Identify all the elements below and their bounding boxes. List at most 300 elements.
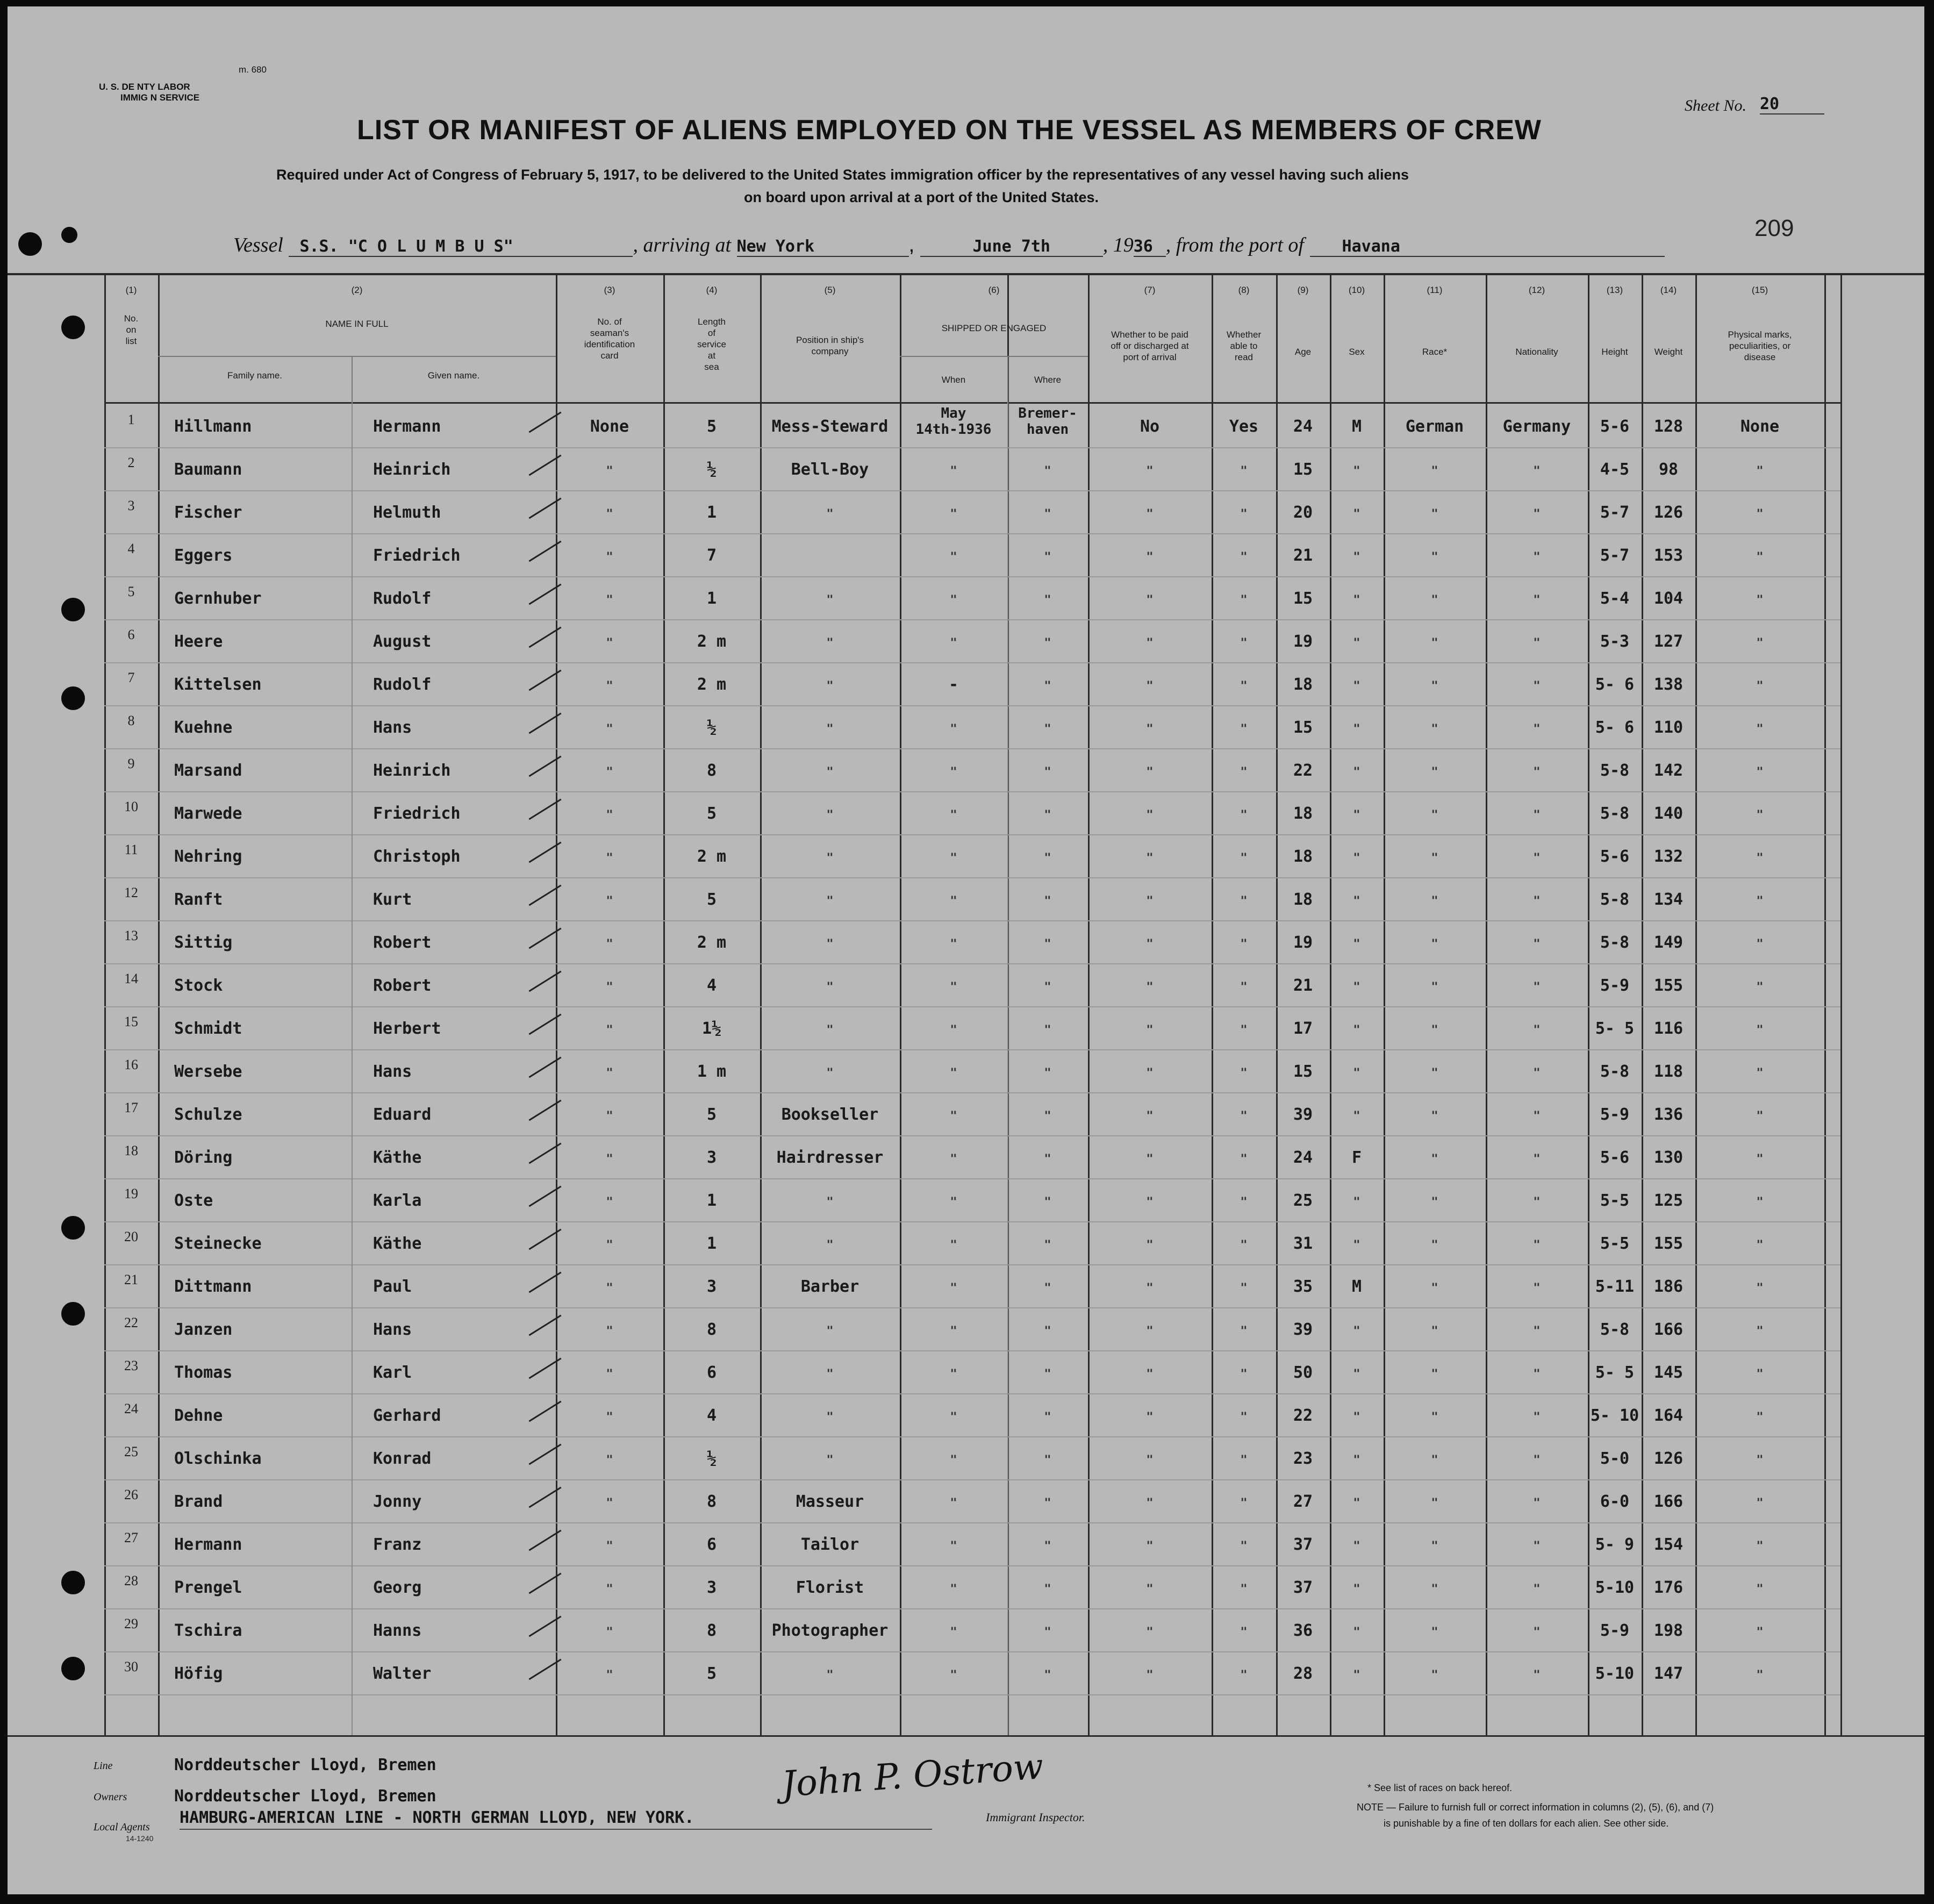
id-card-cell: " [606,894,613,908]
owners-value: Norddeutscher Lloyd, Bremen [174,1787,436,1806]
id-card-cell: " [606,1239,613,1252]
weight-cell: 176 [1653,1578,1684,1597]
race-cell: " [1431,1669,1438,1682]
height-cell: 6-0 [1600,1492,1630,1511]
column-rule [1088,275,1090,1735]
given-name-cell: Heinrich [373,460,451,479]
punch-hole [61,1571,85,1594]
marks-cell: " [1756,894,1764,908]
marks-cell: " [1756,1454,1764,1467]
weight-cell: 126 [1653,503,1684,522]
column-rule [1695,275,1697,1735]
nationality-cell: " [1533,464,1541,478]
column-subrule [352,402,353,1735]
marks-cell: " [1756,1153,1764,1166]
when-cell: " [950,765,957,779]
position-cell: " [826,765,834,779]
position-cell: " [826,1454,834,1467]
position-cell: " [826,722,834,736]
column-rule [104,275,106,1735]
marks-cell: " [1756,636,1764,650]
able-read-cell: " [1240,1454,1248,1467]
row-rule [104,1178,1840,1179]
header-weight: Weight [1654,347,1683,357]
sex-cell: " [1353,808,1360,822]
sex-cell: " [1353,937,1360,951]
owners-label: Owners [94,1791,127,1803]
race-cell: " [1431,593,1438,607]
weight-cell: 104 [1653,589,1684,608]
family-name-cell: Oste [174,1191,213,1210]
position-cell: Barber [800,1277,859,1296]
family-name-cell: Eggers [174,546,233,565]
column-rule [900,275,901,1735]
row-rule [104,1479,1840,1480]
row-number: 21 [124,1272,138,1287]
when-cell: " [950,1626,957,1639]
able-read-cell: " [1240,1540,1248,1553]
height-cell: 5-9 [1600,976,1630,995]
weight-cell: 126 [1653,1449,1684,1468]
row-rule [104,1264,1840,1265]
race-cell: " [1431,1583,1438,1596]
family-name-cell: Olschinka [174,1449,262,1468]
marks-cell: " [1756,507,1764,521]
length-cell: 3 [706,1148,717,1167]
sex-cell: F [1351,1148,1362,1167]
form-subtitle-1: Required under Act of Congress of February 5, 1917, to be delivered to the United States immigration officer by the representatives of any vessel having such aliens [276,167,1409,183]
position-cell: " [826,1325,834,1338]
header-race: Race* [1422,347,1448,357]
nationality-cell: " [1533,808,1541,822]
arriving-port: New York [737,237,909,257]
nationality-cell: " [1533,851,1541,865]
form-title: LIST OR MANIFEST OF ALIENS EMPLOYED ON THE VESSEL AS MEMBERS OF CREW [357,114,1542,146]
paid-off-cell: " [1146,464,1154,478]
able-read-cell: " [1240,1497,1248,1510]
where-cell: " [1044,1669,1051,1682]
row-number: 16 [124,1057,138,1072]
race-cell: " [1431,1066,1438,1080]
row-rule [104,662,1840,663]
arrival-year: 36 [1134,237,1166,257]
header-family-name: Family name. [227,370,283,381]
nationality-cell: " [1533,1023,1541,1037]
weight-cell: 138 [1653,675,1684,694]
sex-cell: " [1353,1454,1360,1467]
paid-off-cell: " [1146,1023,1154,1037]
id-card-cell: " [606,808,613,822]
weight-cell: 147 [1653,1664,1684,1683]
race-cell: " [1431,1626,1438,1639]
where-cell: " [1044,593,1051,607]
row-rule [104,1307,1840,1308]
given-name-cell: Eduard [373,1105,432,1124]
column-number: (13) [1606,285,1623,295]
subheader-divider [1007,356,1008,402]
age-cell: 28 [1293,1664,1313,1683]
age-cell: 18 [1293,890,1313,909]
id-card-cell: " [606,722,613,736]
given-name-cell: Hans [373,1062,412,1081]
weight-cell: 155 [1653,976,1684,995]
when-cell: " [950,507,957,521]
weight-cell: 166 [1653,1320,1684,1339]
sex-cell: M [1351,1277,1362,1296]
nationality-cell: " [1533,1669,1541,1682]
family-name-cell: Dehne [174,1406,223,1425]
header-sex: Sex [1349,347,1365,357]
sex-cell: " [1353,722,1360,736]
able-read-cell: " [1240,937,1248,951]
able-read-cell: " [1240,1110,1248,1123]
position-cell: " [826,808,834,822]
able-read-cell: " [1240,1239,1248,1252]
length-cell: 8 [706,1621,717,1640]
penalty-note-1: NOTE — Failure to furnish full or correct information in columns (2), (5), (6), and (7) [1357,1802,1714,1813]
when-cell: " [950,894,957,908]
position-cell: " [826,679,834,693]
race-cell: German [1405,417,1464,436]
marks-cell: " [1756,851,1764,865]
id-card-cell: " [606,1626,613,1639]
row-number: 27 [124,1530,138,1545]
column-rule [663,275,665,1735]
height-cell: 5-9 [1600,1621,1630,1640]
weight-cell: 136 [1653,1105,1684,1124]
column-number: (7) [1144,285,1156,295]
column-rule [1486,275,1487,1735]
sex-cell: " [1353,1368,1360,1381]
height-cell: 5-3 [1600,632,1630,651]
race-cell: " [1431,894,1438,908]
where-cell: Bremer- haven [1018,405,1077,438]
row-rule [104,1608,1840,1609]
marks-cell: " [1756,722,1764,736]
id-card-cell: " [606,1282,613,1295]
id-card-cell: " [606,507,613,521]
form-subtitle-2: on board upon arrival at a port of the United States. [744,189,1099,205]
race-cell: " [1431,808,1438,822]
paid-off-cell: " [1146,1153,1154,1166]
able-read-cell: " [1240,1325,1248,1338]
height-cell: 5-8 [1600,804,1630,823]
able-read-cell: " [1240,980,1248,994]
races-note: * See list of races on back hereof. [1367,1783,1513,1793]
column-rule [1824,275,1826,1735]
height-cell: 5-8 [1600,761,1630,780]
weight-cell: 149 [1653,933,1684,952]
column-number: (9) [1297,285,1309,295]
row-rule [104,1651,1840,1652]
where-cell: " [1044,1411,1051,1424]
given-name-cell: Jonny [373,1492,422,1511]
family-name-cell: Fischer [174,503,242,522]
weight-cell: 132 [1653,847,1684,866]
when-cell: " [950,593,957,607]
page-number: 209 [1754,215,1794,241]
position-cell: " [826,937,834,951]
header-able-read: Whether able to read [1226,330,1262,362]
given-name-cell: Paul [373,1277,412,1296]
sex-cell: " [1353,1110,1360,1123]
year-prefix: , 19 [1102,234,1134,256]
id-card-cell: " [606,1066,613,1080]
paid-off-cell: " [1146,507,1154,521]
row-number: 12 [124,885,138,900]
weight-cell: 186 [1653,1277,1684,1296]
nationality-cell: " [1533,593,1541,607]
when-cell: " [950,937,957,951]
where-cell: " [1044,808,1051,822]
header-physical: Physical marks, peculiarities, or disease [1728,330,1792,362]
when-cell: " [950,1196,957,1209]
given-name-cell: Hanns [373,1621,422,1640]
able-read-cell: " [1240,722,1248,736]
given-name-cell: Franz [373,1535,422,1554]
header-age: Age [1294,347,1312,357]
paid-off-cell: " [1146,1066,1154,1080]
where-cell: " [1044,765,1051,779]
position-cell: Hairdresser [776,1148,884,1167]
age-cell: 37 [1293,1535,1313,1554]
family-name-cell: Heere [174,632,223,651]
where-cell: " [1044,722,1051,736]
given-name-cell: Georg [373,1578,422,1597]
paid-off-cell: " [1146,679,1154,693]
id-card-cell: " [606,1540,613,1553]
nationality-cell: " [1533,1325,1541,1338]
sex-cell: " [1353,765,1360,779]
where-cell: " [1044,636,1051,650]
position-cell: Masseur [796,1492,864,1511]
row-number: 4 [127,541,135,556]
inspector-label: Immigrant Inspector. [986,1810,1085,1824]
height-cell: 5- 6 [1595,675,1635,694]
where-cell: " [1044,507,1051,521]
weight-cell: 164 [1653,1406,1684,1425]
age-cell: 15 [1293,1062,1313,1081]
nationality-cell: " [1533,722,1541,736]
able-read-cell: " [1240,507,1248,521]
paid-off-cell: " [1146,1454,1154,1467]
nationality-cell: " [1533,1540,1541,1553]
where-cell: " [1044,851,1051,865]
able-read-cell: " [1240,851,1248,865]
row-number: 3 [127,498,135,513]
nationality-cell: " [1533,550,1541,564]
where-cell: " [1044,1153,1051,1166]
age-cell: 20 [1293,503,1313,522]
when-cell: " [950,1239,957,1252]
column-number: (10) [1348,285,1365,295]
marks-cell: " [1756,1669,1764,1682]
age-cell: 15 [1293,718,1313,737]
race-cell: " [1431,507,1438,521]
age-cell: 19 [1293,632,1313,651]
sex-cell: " [1353,507,1360,521]
family-name-cell: Marwede [174,804,242,823]
sex-cell: " [1353,851,1360,865]
age-cell: 18 [1293,804,1313,823]
id-card-cell: " [606,1669,613,1682]
family-name-cell: Brand [174,1492,223,1511]
nationality-cell: " [1533,1066,1541,1080]
punch-hole [61,227,77,243]
able-read-cell: " [1240,636,1248,650]
subheader-rule [900,356,1088,357]
position-cell: " [826,1669,834,1682]
column-number: (14) [1660,285,1677,295]
height-cell: 4-5 [1600,460,1630,479]
race-cell: " [1431,980,1438,994]
row-number: 8 [127,713,135,728]
column-rule [1384,275,1385,1735]
race-cell: " [1431,1196,1438,1209]
position-cell: Florist [796,1578,864,1597]
column-number: (15) [1751,285,1768,295]
given-name-cell: Karla [373,1191,422,1210]
given-name-cell: Käthe [373,1148,422,1167]
race-cell: " [1431,550,1438,564]
family-name-cell: Marsand [174,761,242,780]
length-cell: 5 [706,1105,717,1124]
sex-cell: " [1353,1066,1360,1080]
header-given-name: Given name. [427,370,480,381]
paid-off-cell: " [1146,722,1154,736]
id-card-cell: " [606,1583,613,1596]
row-rule [104,1135,1840,1136]
paid-off-cell: " [1146,636,1154,650]
length-cell: 1 [706,589,717,608]
id-card-cell: " [606,1454,613,1467]
sex-cell: " [1353,636,1360,650]
marks-cell: " [1756,1282,1764,1295]
height-cell: 5-7 [1600,546,1630,565]
race-cell: " [1431,1454,1438,1467]
line-label: Line [94,1760,113,1772]
nationality-cell: " [1533,937,1541,951]
sex-cell: M [1351,417,1362,436]
id-card-cell: " [606,464,613,478]
weight-cell: 153 [1653,546,1684,565]
row-number: 1 [127,412,135,427]
row-rule [104,1092,1840,1093]
age-cell: 27 [1293,1492,1313,1511]
length-cell: 4 [706,976,717,995]
marks-cell: " [1756,937,1764,951]
marks-cell: " [1756,1583,1764,1596]
paid-off-cell: " [1146,765,1154,779]
sex-cell: " [1353,1325,1360,1338]
able-read-cell: " [1240,593,1248,607]
weight-cell: 134 [1653,890,1684,909]
id-card-cell: None [590,417,629,436]
when-cell: - [948,675,959,694]
when-cell: " [950,1454,957,1467]
header-length-service: Length of service at sea [697,317,726,372]
race-cell: " [1431,1411,1438,1424]
height-cell: 5-11 [1595,1277,1635,1296]
marks-cell: " [1756,1325,1764,1338]
sex-cell: " [1353,1497,1360,1510]
position-cell: " [826,851,834,865]
sex-cell: " [1353,1196,1360,1209]
row-number: 26 [124,1487,138,1502]
length-cell: 1½ [701,1019,722,1038]
height-cell: 5- 5 [1595,1363,1635,1382]
marks-cell: " [1756,765,1764,779]
row-number: 10 [124,799,138,814]
column-rule [556,275,557,1735]
sex-cell: " [1353,1023,1360,1037]
able-read-cell: " [1240,550,1248,564]
family-name-cell: Janzen [174,1320,233,1339]
length-cell: 2 m [697,632,727,651]
where-cell: " [1044,1368,1051,1381]
header-height: Height [1601,347,1628,357]
length-cell: 6 [706,1363,717,1382]
where-cell: " [1044,1583,1051,1596]
when-cell: " [950,1540,957,1553]
nationality-cell: " [1533,765,1541,779]
family-name-cell: Hillmann [174,417,252,436]
age-cell: 18 [1293,675,1313,694]
weight-cell: 140 [1653,804,1684,823]
marks-cell: " [1756,593,1764,607]
able-read-cell: " [1240,679,1248,693]
family-name-cell: Ranft [174,890,223,909]
row-rule [104,533,1840,534]
given-name-cell: Hermann [373,417,441,436]
column-rule [1330,275,1331,1735]
age-cell: 18 [1293,847,1313,866]
weight-cell: 118 [1653,1062,1684,1081]
given-name-cell: Friedrich [373,546,461,565]
inspector-signature: John P. Ostrow [780,1745,1045,1805]
column-rule [1840,275,1842,1735]
paid-off-cell: " [1146,550,1154,564]
family-name-cell: Thomas [174,1363,233,1382]
id-card-cell: " [606,765,613,779]
sheet-label: Sheet No. [1685,97,1746,114]
height-cell: 5-10 [1595,1664,1635,1683]
punch-hole [61,598,85,621]
row-number: 2 [127,455,135,470]
header-bottom-border [104,402,1840,404]
age-cell: 24 [1293,1148,1313,1167]
punch-hole [18,232,42,256]
when-cell: May 14th-1936 [915,405,992,438]
paid-off-cell: " [1146,894,1154,908]
column-number: (5) [824,285,836,295]
length-cell: 2 m [697,847,727,866]
race-cell: " [1431,1368,1438,1381]
family-name-cell: Stock [174,976,223,995]
punch-hole [61,1216,85,1240]
row-rule [104,1006,1840,1007]
given-name-cell: August [373,632,432,651]
height-cell: 5-8 [1600,1320,1630,1339]
age-cell: 24 [1293,417,1313,436]
race-cell: " [1431,1497,1438,1510]
race-cell: " [1431,1325,1438,1338]
sex-cell: " [1353,550,1360,564]
height-cell: 5-0 [1600,1449,1630,1468]
race-cell: " [1431,464,1438,478]
column-rule [760,275,762,1735]
age-cell: 36 [1293,1621,1313,1640]
